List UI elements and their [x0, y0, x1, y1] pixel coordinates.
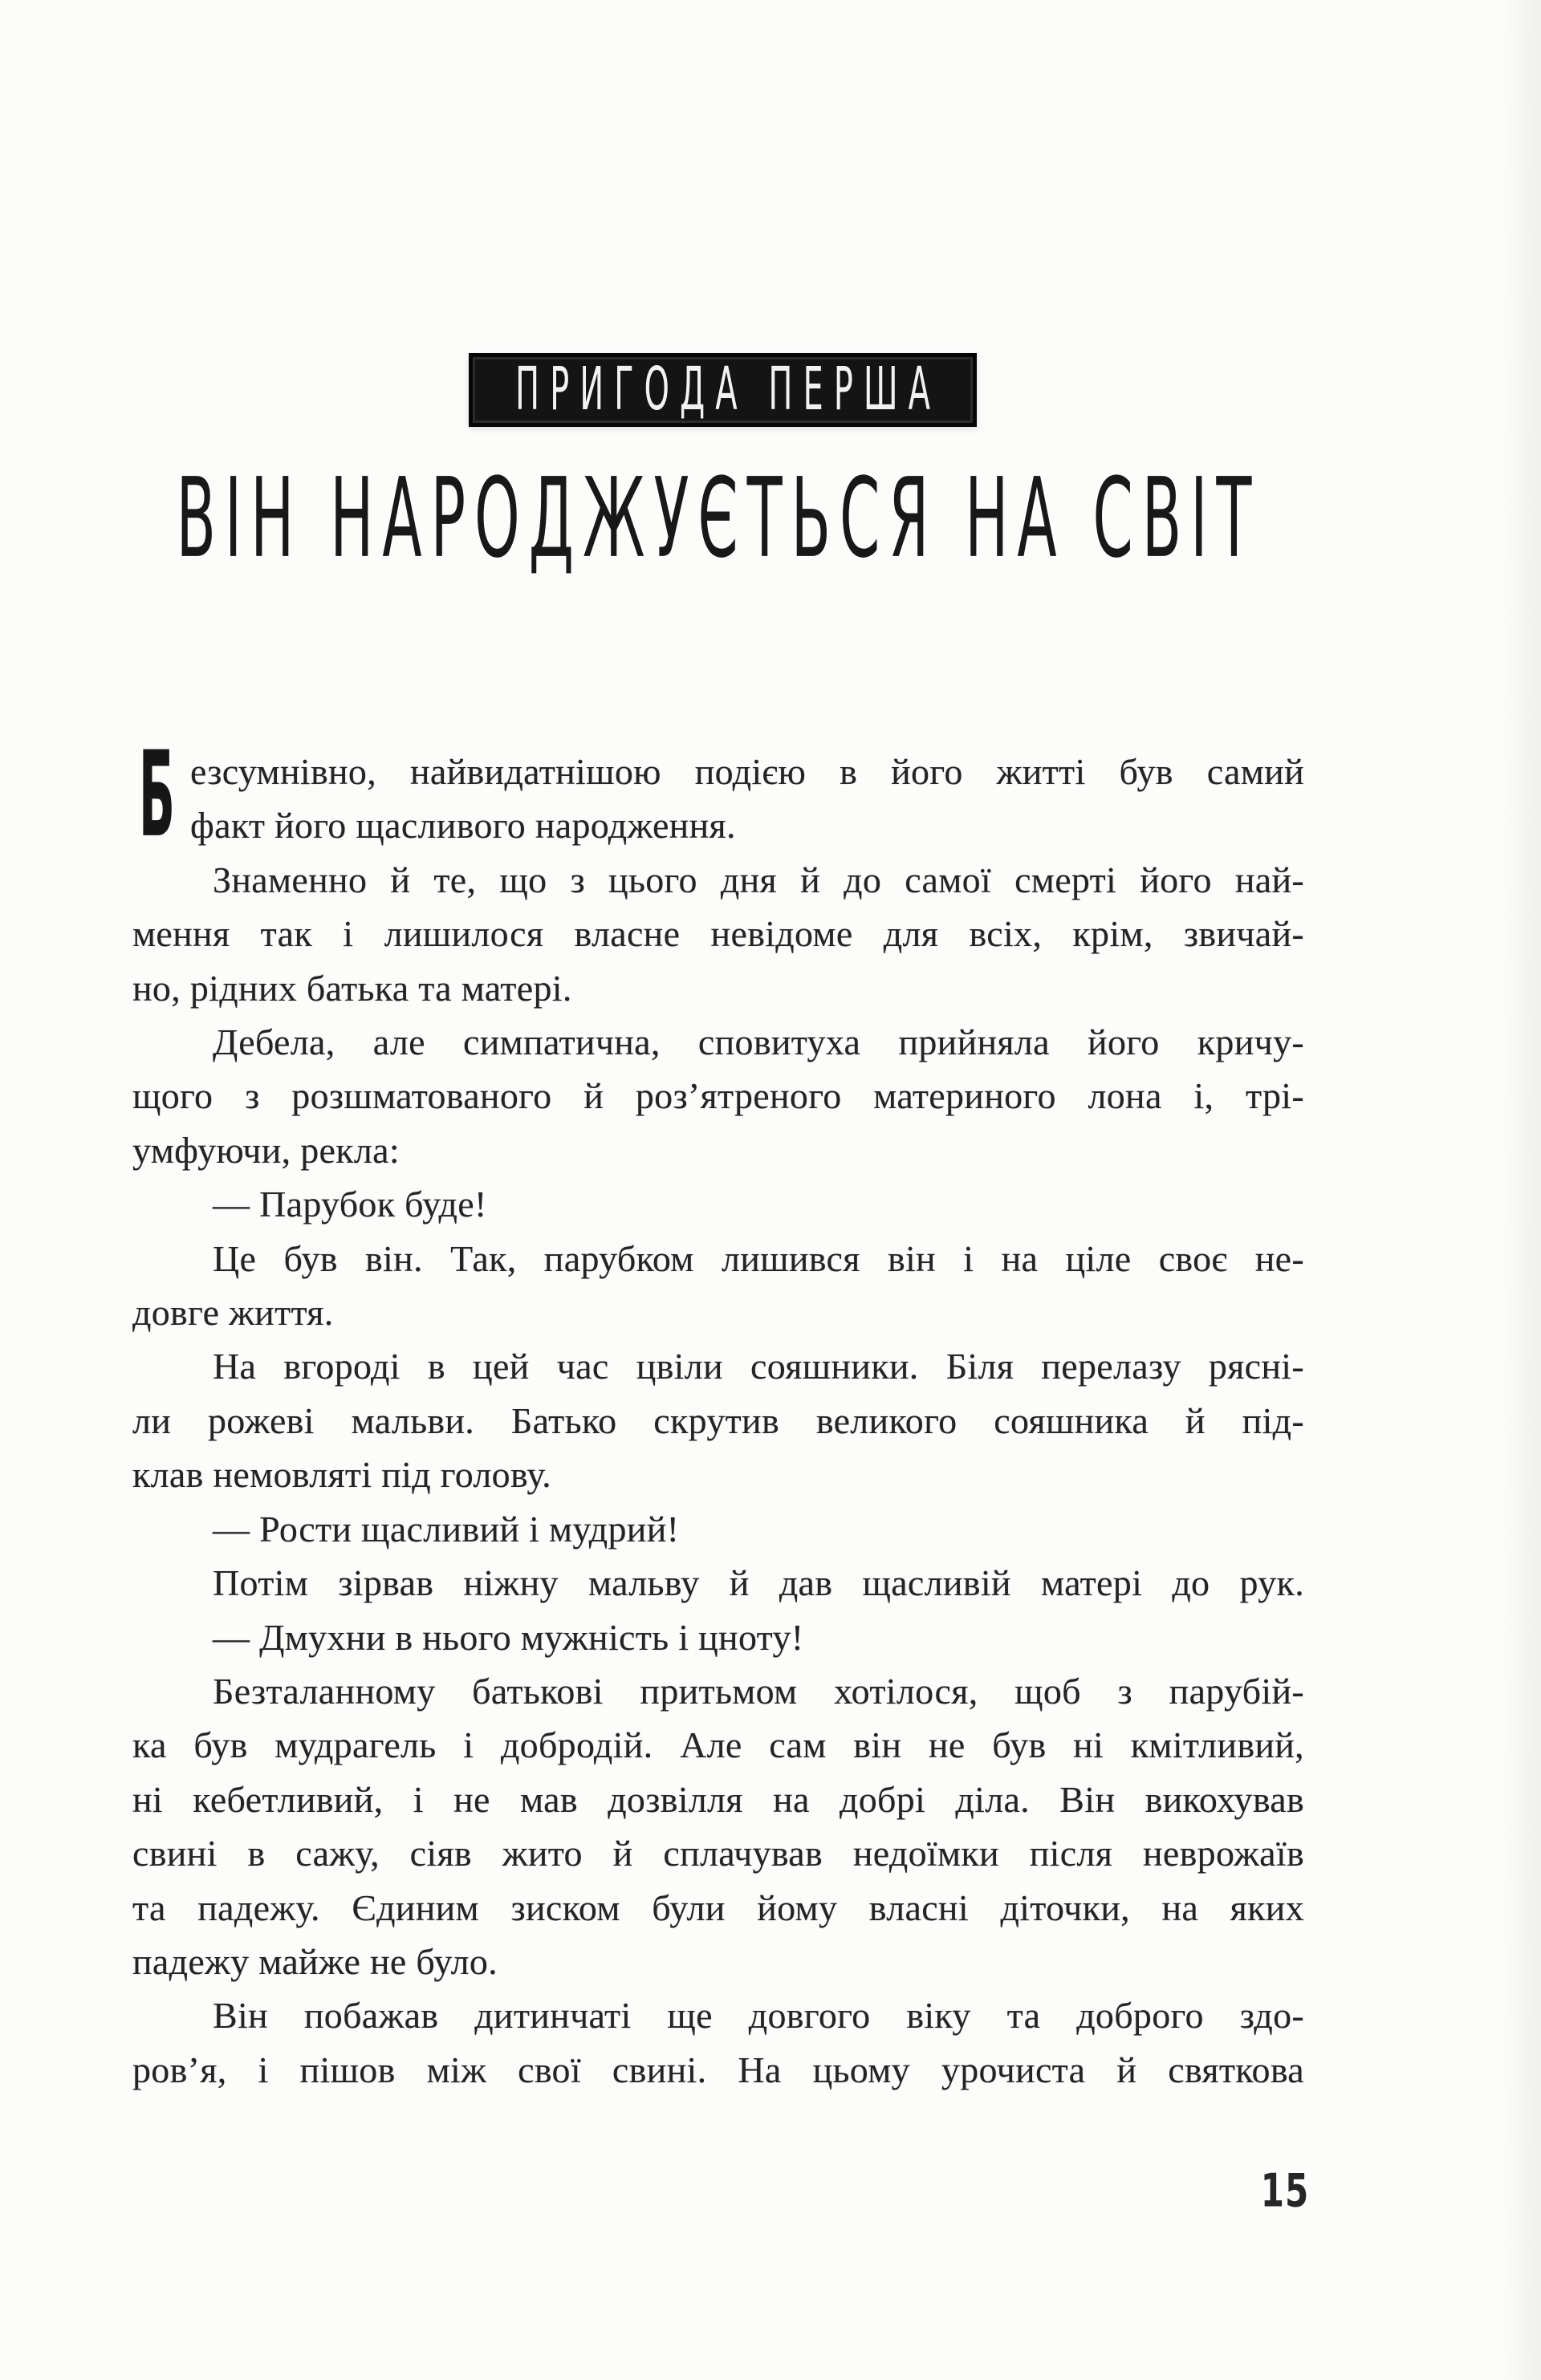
text-line: Це був він. Так, парубком лишився він і на ціле своє не-	[213, 1237, 1304, 1279]
chapter-banner	[469, 353, 977, 427]
text-line: умфуючи, рекла:	[132, 1129, 400, 1171]
chapter-title-text: ВІН НАРОДЖУЄТЬСЯ НА СВІТ	[176, 453, 1261, 583]
text-line: щого з розшматованого й роз’ятреного материного лона і, трі-	[132, 1075, 1304, 1117]
page-number-value: 15	[1260, 2163, 1310, 2217]
text-line: Дебела, але симпатична, сповитуха прийняла його кричу-	[213, 1021, 1304, 1063]
chapter-banner-label: ПРИГОДА ПЕРША	[515, 355, 941, 424]
drop-cap: Б	[139, 728, 175, 865]
text-line: ні кебетливий, і не мав дозвілля на добрі діла. Він викохував	[132, 1778, 1304, 1820]
text-line: Він побажав дитинчаті ще довгого віку та доброго здо-	[213, 1995, 1304, 2037]
text-line: мення так і лишилося власне невідоме для всіх, крім, звичай-	[132, 913, 1304, 955]
text-line: езсумнівно, найвидатнішою подією в його житті був самий	[190, 751, 1304, 792]
text-line: свині в сажу, сіяв жито й сплачував недоїмки після неврожаїв	[132, 1833, 1304, 1874]
text-line: ли рожеві мальви. Батько скрутив великого сояшника й під-	[132, 1399, 1304, 1441]
text-line: Знаменно й те, що з цього дня й до самої смерті його най-	[213, 859, 1304, 900]
text-lines	[132, 745, 1304, 2097]
text-line: На вгороді в цей час цвіли сояшники. Біля перелазу рясні-	[213, 1346, 1304, 1387]
text-line: падежу майже не було.	[132, 1940, 498, 1982]
chapter-title	[132, 453, 1304, 583]
text-line: клав немовляті під голову.	[132, 1454, 551, 1496]
text-line: Безталанному батькові притьмом хотілося, щоб з парубій-	[213, 1670, 1304, 1712]
text-line: довге життя.	[132, 1292, 334, 1334]
text-line: ров’я, і пішов між свої свині. На цьому урочиста й святкова	[132, 2049, 1304, 2090]
text-line: факт його щасливого народження.	[190, 805, 736, 847]
text-line: та падежу. Єдиним зиском були йому власні діточки, на яких	[132, 1887, 1304, 1928]
text-line: но, рідних батька та матері.	[132, 967, 572, 1009]
text-line: — Парубок буде!	[213, 1184, 487, 1225]
body-text	[132, 728, 1304, 2097]
text-line: — Рости щасливий і мудрий!	[213, 1508, 680, 1549]
page-number	[1249, 2163, 1321, 2217]
text-line: ка був мудрагель і добродій. Але сам він не був ні кмітливий,	[132, 1724, 1304, 1766]
text-line: — Дмухни в нього мужність і цноту!	[213, 1616, 804, 1658]
text-line: Потім зірвав ніжну мальву й дав щасливій матері до рук.	[213, 1562, 1304, 1604]
